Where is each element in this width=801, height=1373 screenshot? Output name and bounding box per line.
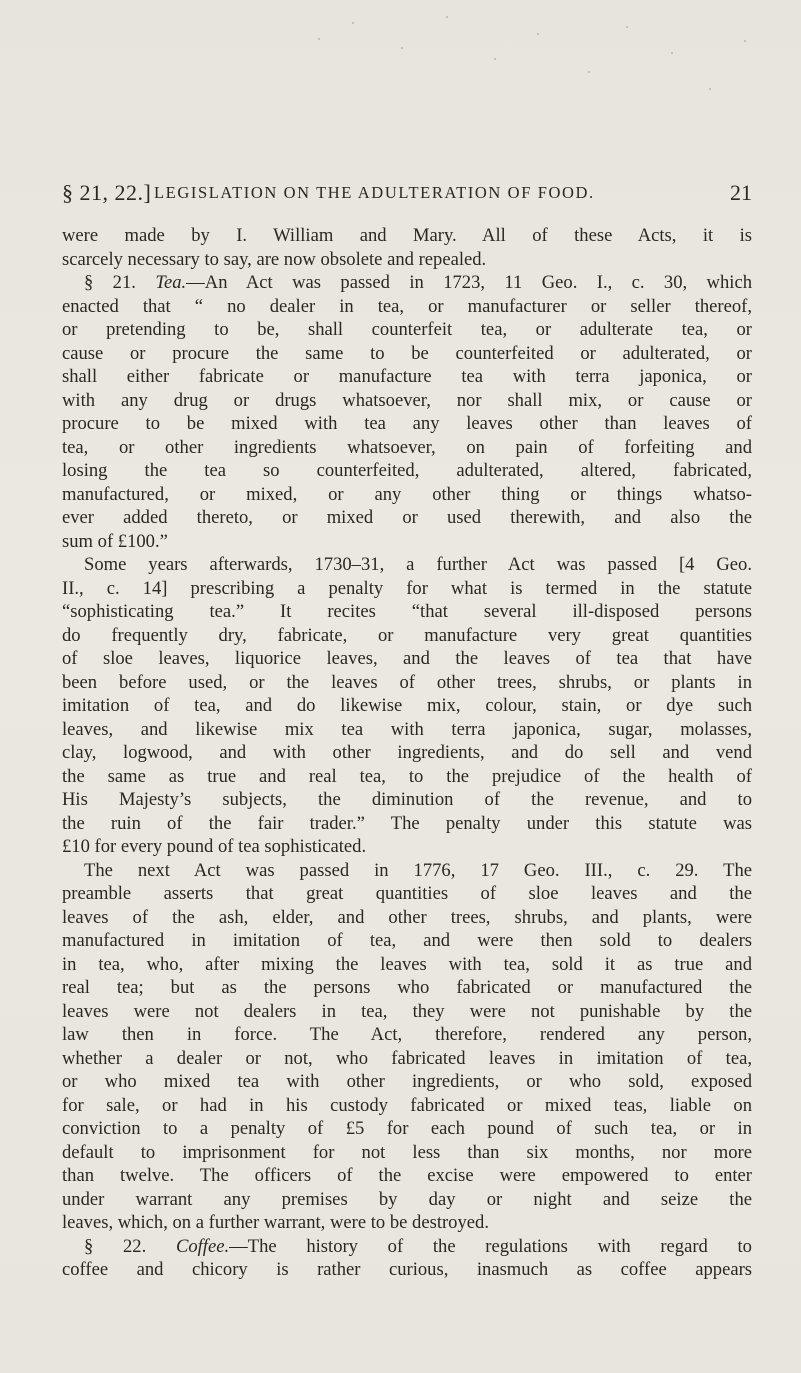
line-text: or pretending to be, shall counterfeit tea, or adulterate tea, or xyxy=(62,319,752,340)
text-line xyxy=(62,812,752,836)
line-text: with any drug or drugs whatsoever, nor shall mix, or cause or xyxy=(62,389,752,411)
line-text: The next Act was passed in 1776, 17 Geo. III., c. 29. The xyxy=(84,859,752,881)
text-line xyxy=(62,1235,752,1259)
text-line xyxy=(62,483,752,507)
text-line xyxy=(62,976,752,1000)
text-line xyxy=(62,1258,752,1282)
line-text: been before used, or the leaves of other trees, shrubs, or plants in xyxy=(62,671,752,693)
text-line xyxy=(62,1070,752,1094)
line-text: shall either fabricate or manufacture tea with terra japonica, or xyxy=(62,366,752,387)
line-text: the ruin of the fair trader.” The penalty under this statute was xyxy=(62,812,752,834)
section-number: § 22. xyxy=(84,1235,176,1257)
line-text: real tea; but as the persons who fabricated or manufactured the xyxy=(62,977,752,998)
text-line xyxy=(62,295,752,319)
text-line xyxy=(62,1094,752,1118)
line-text: clay, logwood, and with other ingredients, and do sell and vend xyxy=(62,742,752,763)
running-header xyxy=(62,180,752,210)
text-line xyxy=(62,624,752,648)
line-text: preamble asserts that great quantities of sloe leaves and the xyxy=(62,883,752,904)
line-text: His Majesty’s subjects, the diminution of the revenue, and to xyxy=(62,789,752,810)
line-text: leaves, which, on a further warrant, were to be destroyed. xyxy=(62,1212,489,1233)
body-text xyxy=(62,224,752,1282)
line-text: leaves were not dealers in tea, they were not punishable by the xyxy=(62,1000,752,1022)
text-line xyxy=(62,1023,752,1047)
text-line xyxy=(62,365,752,389)
text-line xyxy=(62,647,752,671)
line-text: tea, or other ingredients whatsoever, on pain of forfeiting and xyxy=(62,436,752,458)
line-text: do frequently dry, fabricate, or manufacture very great quantities xyxy=(62,624,752,646)
line-text: coffee and chicory is rather curious, inasmuch as coffee appears xyxy=(62,1259,752,1280)
text-line xyxy=(62,1000,752,1024)
line-text: whether a dealer or not, who fabricated leaves in imitation of tea, xyxy=(62,1047,752,1069)
line-text: default to imprisonment for not less than six months, nor more xyxy=(62,1141,752,1163)
page-number: 21 xyxy=(730,180,752,205)
line-text: ever added thereto, or mixed or used therewith, and also the xyxy=(62,507,752,528)
line-text: than twelve. The officers of the excise were empowered to enter xyxy=(62,1165,752,1186)
line-text: manufactured, or mixed, or any other thing or things whatso- xyxy=(62,483,752,505)
line-text: under warrant any premises by day or night and seize the xyxy=(62,1188,752,1210)
line-text: were made by I. William and Mary. All of these Acts, it is xyxy=(62,225,752,246)
header-running-title: LEGISLATION ON THE ADULTERATION OF FOOD. xyxy=(154,183,595,202)
line-text: —An Act was passed in 1723, 11 Geo. I., c. 30, which xyxy=(186,272,752,293)
line-text: “sophisticating tea.” It recites “that several ill-disposed persons xyxy=(62,601,752,622)
text-line xyxy=(62,412,752,436)
text-line xyxy=(62,741,752,765)
text-line xyxy=(62,718,752,742)
line-text: scarcely necessary to say, are now obsolete and repealed. xyxy=(62,248,487,270)
line-text: for sale, or had in his custody fabricated or mixed teas, liable on xyxy=(62,1094,752,1116)
text-line xyxy=(62,1047,752,1071)
header-section-ref: § 21, 22.] xyxy=(62,180,152,205)
line-text: law then in force. The Act, therefore, rendered any person, xyxy=(62,1024,752,1045)
text-line xyxy=(62,929,752,953)
text-line xyxy=(62,248,752,272)
line-text: losing the tea so counterfeited, adulterated, altered, fabricated, xyxy=(62,460,752,481)
text-line xyxy=(62,1141,752,1165)
line-text: imitation of tea, and do likewise mix, colour, stain, or dye such xyxy=(62,695,752,716)
section-heading: Coffee. xyxy=(175,1235,230,1257)
line-text: or who mixed tea with other ingredients, or who sold, exposed xyxy=(62,1071,752,1092)
line-text: the same as true and real tea, to the prejudice of the health of xyxy=(62,765,752,787)
text-line xyxy=(62,271,752,295)
text-line xyxy=(62,765,752,789)
text-line xyxy=(62,506,752,530)
text-line xyxy=(62,882,752,906)
text-line xyxy=(62,671,752,695)
text-line xyxy=(62,600,752,624)
text-line xyxy=(62,459,752,483)
line-text: manufactured in imitation of tea, and were then sold to dealers xyxy=(62,930,752,951)
text-line xyxy=(62,530,752,554)
text-line xyxy=(62,1188,752,1212)
text-line xyxy=(62,788,752,812)
line-text: in tea, who, after mixing the leaves with tea, sold it as true and xyxy=(62,953,752,975)
line-text: leaves, and likewise mix tea with terra japonica, sugar, molasses, xyxy=(62,718,752,740)
text-line xyxy=(62,577,752,601)
text-line xyxy=(62,835,752,859)
line-text: conviction to a penalty of £5 for each pound of such tea, or in xyxy=(62,1118,752,1139)
line-text: cause or procure the same to be counterfeited or adulterated, or xyxy=(62,342,752,364)
line-text: Some years afterwards, 1730–31, a further Act was passed [4 Geo. xyxy=(84,554,752,575)
section-heading: Tea. xyxy=(155,272,187,293)
line-text: II., c. 14] prescribing a penalty for what is termed in the statute xyxy=(62,577,752,599)
text-line xyxy=(62,906,752,930)
text-line xyxy=(62,342,752,366)
text-line xyxy=(62,1164,752,1188)
text-line xyxy=(62,553,752,577)
line-text: of sloe leaves, liquorice leaves, and the leaves of tea that have xyxy=(62,648,752,669)
text-line xyxy=(62,436,752,460)
line-text: leaves of the ash, elder, and other trees, shrubs, and plants, were xyxy=(62,906,752,928)
line-text: —The history of the regulations with regard to xyxy=(229,1235,752,1257)
section-number: § 21. xyxy=(84,272,156,293)
text-line xyxy=(62,224,752,248)
text-line xyxy=(62,1117,752,1141)
text-line xyxy=(62,694,752,718)
text-line xyxy=(62,859,752,883)
line-text: £10 for every pound of tea sophisticated. xyxy=(62,836,367,857)
line-text: procure to be mixed with tea any leaves other than leaves of xyxy=(62,413,752,434)
text-line xyxy=(62,318,752,342)
line-text: sum of £100.” xyxy=(62,530,168,552)
text-line xyxy=(62,389,752,413)
line-text: enacted that “ no dealer in tea, or manufacturer or seller thereof, xyxy=(62,295,752,317)
text-line xyxy=(62,953,752,977)
text-line xyxy=(62,1211,752,1235)
